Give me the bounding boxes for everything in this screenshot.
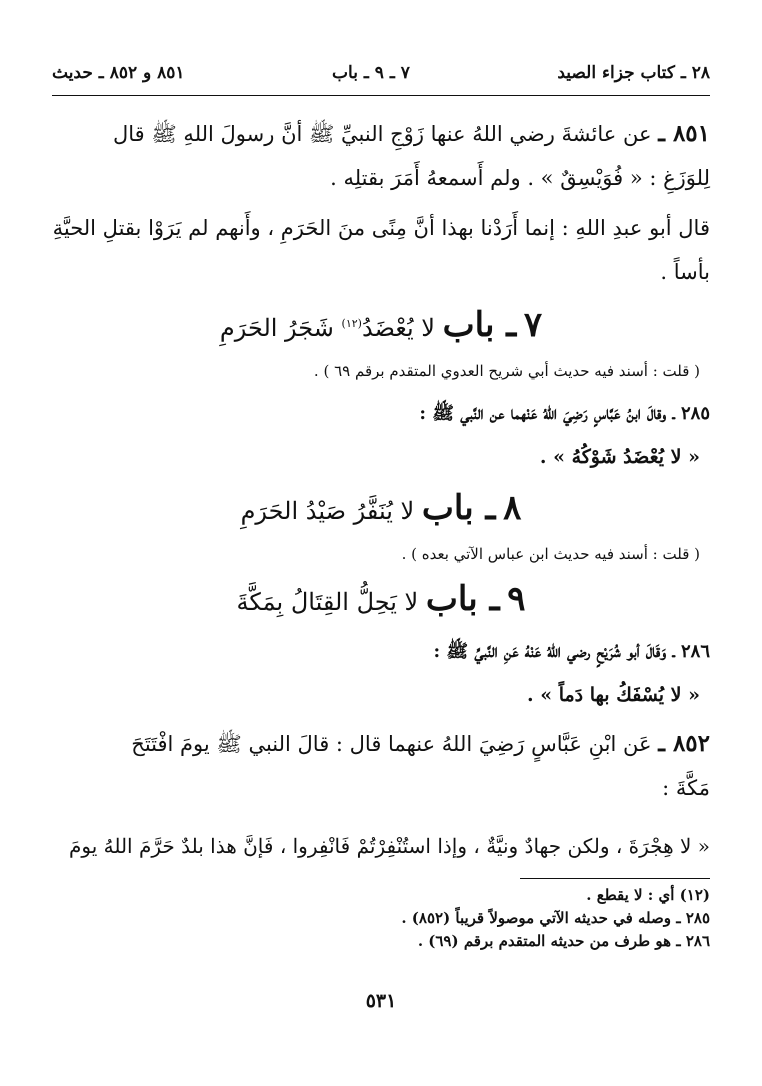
- footnote-286: ٢٨٦ ـ هو طرف من حديثه المتقدم برقم (٦٩) .: [417, 932, 710, 950]
- footnote-mark-12: (١٢): [341, 317, 362, 330]
- chapter-8-title: لا يُنَفَّرُ صَيْدُ الحَرَمِ: [240, 497, 415, 525]
- footnote-285: ٢٨٥ ـ وصله في حديثه الآتي موصولاً قريباً (٨٥٢) .: [401, 909, 710, 927]
- hadith-852-line-1: [52, 722, 710, 766]
- running-header: [52, 58, 710, 88]
- page-number: ٥٣١: [365, 990, 397, 1012]
- chapter-7-title-rest: شَجَرُ الحَرَمِ: [219, 314, 334, 342]
- hadith-851-line-1: [52, 112, 710, 156]
- chapter-7-number: ٧: [523, 305, 543, 345]
- header-chapter-title: ٢٨ ـ كتاب جزاء الصيد: [557, 63, 710, 83]
- muallaq-286: ٢٨٦ ـ وَقَالَ أبو شُرَيْحٍ رضي اللهُ عَنْهُ عَنِ النَّبيِّ ﷺ :: [433, 641, 710, 662]
- header-hadith-range: ٨٥١ و ٨٥٢ ـ حديث: [52, 63, 185, 83]
- hadith-851-text-1: عن عائشةَ رضي اللهُ عنها زَوْجِ النبيِّ ﷺ أنَّ رسولَ اللهِ ﷺ قال: [113, 122, 652, 146]
- chapter-7-note: ( قلت : أسند فيه حديث أبي شريح العدوي المتقدم برقم ٦٩ ) .: [313, 362, 700, 380]
- chapter-heading-9: ٩ ـ باب لا يَحِلُّ القِتَالُ بِمَكَّةَ: [236, 579, 526, 619]
- muallaq-285: ٢٨٥ ـ وقالَ ابنُ عَبَّاسٍ رَضِيَ اللهُ عَنْهما عن النَّبي ﷺ :: [419, 403, 710, 424]
- muallaq-285-quote: « لا يُعْضَدُ شَوْكُهُ » .: [539, 446, 700, 468]
- header-rule: [52, 95, 710, 96]
- chapter-9-number: ٩: [507, 579, 526, 619]
- chapter-9-word: باب: [425, 579, 478, 619]
- chapter-8-number: ٨: [503, 488, 522, 528]
- abu-abdillah-line-2: بأساً .: [660, 260, 710, 284]
- hadith-852-line-2: مَكَّةَ :: [662, 776, 710, 800]
- hadith-852-line-3: « لا هِجْرَةَ ، ولكن جهادٌ ونيَّةٌ ، وإذا استُنْفِرْتُمْ فَانْفِروا ، فَإنَّ هذا بلدٌ حَرَّمَ اللهُ يومَ: [68, 834, 710, 858]
- footnotes: [52, 884, 710, 953]
- footnote-rule: [520, 878, 710, 879]
- footnote-12: (١٢) أي : لا يقطع .: [586, 886, 710, 904]
- chapter-8-word: باب: [421, 488, 474, 528]
- chapter-heading-8: ٨ ـ باب لا يُنَفَّرُ صَيْدُ الحَرَمِ: [240, 488, 522, 528]
- hadith-852-text-1: عَن ابْنِ عَبَّاسٍ رَضِيَ اللهُ عنهما قال : قالَ النبي ﷺ يومَ افْتَتَحَ: [131, 732, 652, 756]
- chapter-7-word: باب: [442, 305, 495, 345]
- hadith-852-number: ٨٥٢ ـ: [658, 730, 710, 757]
- chapter-heading-7: ٧ ـ باب لا يُعْضَدُ$^{(١٢)}$ شَجَرُ الحَرَمِ: [219, 305, 543, 345]
- hadith-851-line-2: لِلوَزَغِ : « فُوَيْسِقٌ » . ولم أَسمعهُ أَمَرَ بقتلِه .: [330, 166, 710, 190]
- header-section: ٧ ـ ٩ ـ باب: [332, 63, 410, 83]
- chapter-7-title: لا يُعْضَدُ: [361, 314, 435, 342]
- abu-abdillah-line-1: قال أبو عبدِ اللهِ : إنما أَرَدْنا بهذا أنَّ مِنًى منَ الحَرَمِ ، وأَنهم لم يَرَوْا بقتلِ الحيَّةِ: [52, 216, 710, 240]
- chapter-8-note: ( قلت : أسند فيه حديث ابن عباس الآتي بعده ) .: [401, 545, 700, 563]
- chapter-9-title: لا يَحِلُّ القِتَالُ بِمَكَّةَ: [236, 588, 419, 616]
- muallaq-286-quote: « لا يُسْفَكُ بها دَماً » .: [526, 684, 700, 706]
- main-text: [52, 112, 710, 868]
- hadith-851-number: ٨٥١ ـ: [658, 120, 710, 147]
